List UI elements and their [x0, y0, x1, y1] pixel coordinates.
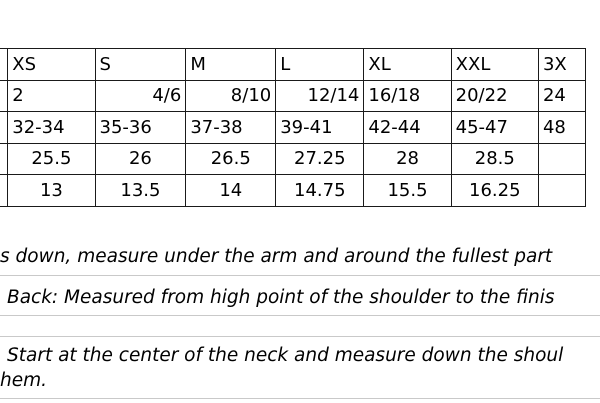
- table-cell: 28.5: [451, 143, 538, 175]
- table-cell: 15.5: [364, 175, 451, 207]
- table-cell: [0, 112, 8, 144]
- table-cell: 2: [8, 80, 95, 112]
- table-cell: 4/6: [95, 80, 186, 112]
- table-cell: 16.25: [451, 175, 538, 207]
- table-row: [0, 143, 586, 175]
- table-cell: [0, 143, 8, 175]
- back-measure-text: Back: Measured from high point of the shoulder to the finis: [7, 287, 555, 308]
- size-header-xxl: XXL: [451, 49, 538, 81]
- table-cell: 37-38: [186, 112, 276, 144]
- table-cell: 13: [8, 175, 95, 207]
- table-cell: 14.75: [276, 175, 364, 207]
- size-header-l: L: [276, 49, 364, 81]
- table-cell: 42-44: [364, 112, 451, 144]
- table-cell: [538, 143, 585, 175]
- table-cell: 45-47: [451, 112, 538, 144]
- table-cell: 26: [95, 143, 186, 175]
- size-chart-table: [0, 48, 586, 207]
- divider: [0, 336, 600, 337]
- table-cell: 14: [186, 175, 276, 207]
- size-header-3x: 3X: [538, 49, 585, 81]
- table-row: [0, 80, 586, 112]
- size-header-m: M: [186, 49, 276, 81]
- divider: [0, 315, 600, 316]
- sleeve-measure-text-line1: Start at the center of the neck and measure down the shoul: [7, 345, 564, 366]
- table-cell: 28: [364, 143, 451, 175]
- table-cell: [0, 49, 8, 81]
- table-row: [0, 49, 586, 81]
- table-cell: 32-34: [8, 112, 95, 144]
- size-header-s: S: [95, 49, 186, 81]
- table-cell: 48: [538, 112, 585, 144]
- table-cell: 35-36: [95, 112, 186, 144]
- table-row: [0, 175, 586, 207]
- table-cell: 20/22: [451, 80, 538, 112]
- divider: [0, 398, 600, 399]
- size-header-xs: XS: [8, 49, 95, 81]
- table-cell: 25.5: [8, 143, 95, 175]
- table-cell: 13.5: [95, 175, 186, 207]
- table-cell: 12/14: [276, 80, 364, 112]
- table-cell: 24: [538, 80, 585, 112]
- table-cell: 26.5: [186, 143, 276, 175]
- sleeve-measure-note-cont: [0, 370, 600, 391]
- divider: [0, 275, 600, 276]
- table-cell: 27.25: [276, 143, 364, 175]
- table-cell: [0, 80, 8, 112]
- sleeve-measure-note: [0, 345, 600, 366]
- chest-measure-note: [0, 246, 600, 267]
- table-cell: 16/18: [364, 80, 451, 112]
- back-measure-note: [0, 287, 600, 308]
- sleeve-measure-text-line2: hem.: [0, 370, 48, 391]
- table-cell: [538, 175, 585, 207]
- size-header-xl: XL: [364, 49, 451, 81]
- table-row: [0, 112, 586, 144]
- table-cell: 8/10: [186, 80, 276, 112]
- chest-measure-text: s down, measure under the arm and around the fullest part: [0, 246, 553, 267]
- table-cell: [0, 175, 8, 207]
- table-cell: 39-41: [276, 112, 364, 144]
